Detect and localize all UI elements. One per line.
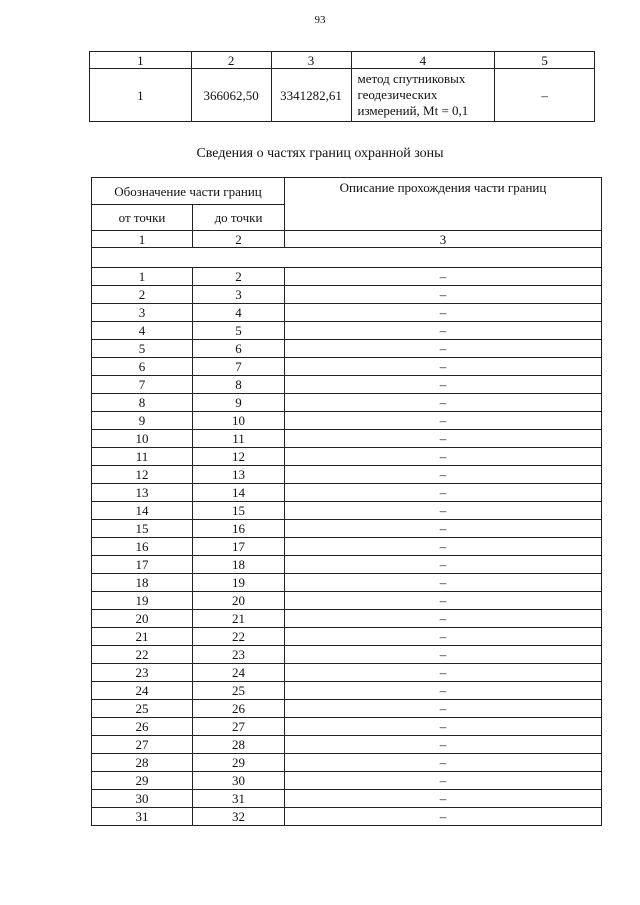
from-point-cell: 18 [92,574,193,592]
to-point-cell: 31 [193,790,285,808]
description-cell: – [285,736,602,754]
description-cell: – [285,286,602,304]
table-row [92,538,602,556]
table-row [92,394,602,412]
to-point-cell: 25 [193,682,285,700]
to-point-cell: 19 [193,574,285,592]
boundary-part-header: Обозначение части границ [92,178,285,205]
table-row [92,592,602,610]
to-point-cell: 10 [193,412,285,430]
from-point-cell: 23 [92,664,193,682]
method-line: геодезических [357,87,438,102]
table-row [92,772,602,790]
to-point-cell: 11 [193,430,285,448]
table-row [92,412,602,430]
to-point-cell: 8 [193,376,285,394]
table-row [92,790,602,808]
to-point-cell: 29 [193,754,285,772]
to-point-cell: 14 [193,484,285,502]
from-point-cell: 30 [92,790,193,808]
from-point-cell: 15 [92,520,193,538]
description-cell: – [285,268,602,286]
section-title: Сведения о частях границ охранной зоны [196,146,444,161]
description-cell: – [285,682,602,700]
description-cell: – [285,574,602,592]
to-point-cell: 21 [193,610,285,628]
coordinates-row [90,69,595,122]
from-point-cell: 5 [92,340,193,358]
coordinates-col-2: 2 [191,52,271,69]
table-row [92,520,602,538]
table-row [92,664,602,682]
from-point-cell: 21 [92,628,193,646]
from-point-cell: 28 [92,754,193,772]
coordinates-col-4: 4 [351,52,495,69]
description-cell: – [285,610,602,628]
description-cell: – [285,808,602,826]
to-point-cell: 12 [193,448,285,466]
coordinates-col-1: 1 [90,52,192,69]
table-row [92,646,602,664]
table-row [92,736,602,754]
coordinates-col-3: 3 [271,52,351,69]
table-row [92,430,602,448]
description-cell: – [285,340,602,358]
zone-column-numbers-row [92,231,602,248]
from-point-cell: 10 [92,430,193,448]
table-row [92,376,602,394]
description-cell: – [285,376,602,394]
from-point-cell: 29 [92,772,193,790]
description-cell: – [285,322,602,340]
point-number: 1 [90,69,192,122]
description-cell: – [285,538,602,556]
coordinate-x: 366062,50 [191,69,271,122]
to-point-cell: 13 [193,466,285,484]
to-point-cell: 28 [193,736,285,754]
from-point-cell: 20 [92,610,193,628]
from-point-cell: 17 [92,556,193,574]
description-cell: – [285,592,602,610]
description-cell: – [285,502,602,520]
description-cell: – [285,466,602,484]
from-point-cell: 3 [92,304,193,322]
coordinate-y: 3341282,61 [271,69,351,122]
from-point-header: от точки [92,205,193,231]
blank-cell [92,248,602,268]
from-point-cell: 26 [92,718,193,736]
from-point-cell: 8 [92,394,193,412]
from-point-cell: 31 [92,808,193,826]
to-point-cell: 26 [193,700,285,718]
from-point-cell: 12 [92,466,193,484]
from-point-cell: 25 [92,700,193,718]
from-point-cell: 11 [92,448,193,466]
column-number: 2 [193,231,285,248]
description-cell: – [285,700,602,718]
to-point-cell: 9 [193,394,285,412]
to-point-cell: 22 [193,628,285,646]
method-description [351,69,495,122]
from-point-cell: 14 [92,502,193,520]
description-cell: – [285,754,602,772]
description-cell: – [285,430,602,448]
description-cell: – [285,412,602,430]
description-cell: – [285,646,602,664]
to-point-cell: 4 [193,304,285,322]
description-cell: – [285,358,602,376]
table-row [92,286,602,304]
blank-separator-row [92,248,602,268]
table-row [92,358,602,376]
table-row [92,304,602,322]
table-row [92,484,602,502]
table-row [92,448,602,466]
description-cell: – [285,304,602,322]
to-point-cell: 5 [193,322,285,340]
table-row [92,322,602,340]
table-row [92,466,602,484]
description-cell: – [285,628,602,646]
from-point-cell: 24 [92,682,193,700]
column-5-value: – [495,69,595,122]
table-row [92,754,602,772]
to-point-cell: 30 [193,772,285,790]
column-number: 1 [92,231,193,248]
to-point-cell: 16 [193,520,285,538]
from-point-cell: 16 [92,538,193,556]
to-point-cell: 17 [193,538,285,556]
zone-boundary-table [91,177,602,826]
from-point-cell: 9 [92,412,193,430]
from-point-cell: 27 [92,736,193,754]
description-cell: – [285,790,602,808]
description-cell: – [285,718,602,736]
description-cell: – [285,772,602,790]
description-header: Описание прохождения части границ [285,178,602,231]
to-point-cell: 23 [193,646,285,664]
from-point-cell: 22 [92,646,193,664]
description-cell: – [285,484,602,502]
table-row [92,268,602,286]
to-point-header: до точки [193,205,285,231]
method-line: метод спутниковых [357,71,466,86]
table-row [92,556,602,574]
description-cell: – [285,664,602,682]
to-point-cell: 3 [193,286,285,304]
to-point-cell: 24 [193,664,285,682]
table-row [92,700,602,718]
from-point-cell: 7 [92,376,193,394]
from-point-cell: 13 [92,484,193,502]
table-row [92,808,602,826]
table-row [92,628,602,646]
table-row [92,340,602,358]
to-point-cell: 2 [193,268,285,286]
to-point-cell: 6 [193,340,285,358]
zone-rows [92,268,602,826]
from-point-cell: 4 [92,322,193,340]
table-row [92,502,602,520]
to-point-cell: 32 [193,808,285,826]
table-row [92,574,602,592]
to-point-cell: 18 [193,556,285,574]
from-point-cell: 6 [92,358,193,376]
description-cell: – [285,448,602,466]
page-number: 93 [314,14,326,26]
coordinates-table [89,51,595,122]
from-point-cell: 19 [92,592,193,610]
coordinates-col-5: 5 [495,52,595,69]
description-cell: – [285,394,602,412]
method-line: измерений, Mt = 0,1 [357,103,469,118]
zone-header-row [92,178,602,205]
table-row [92,718,602,736]
table-row [92,610,602,628]
description-cell: – [285,520,602,538]
from-point-cell: 1 [92,268,193,286]
column-number: 3 [285,231,602,248]
coordinates-header-row [90,52,595,69]
description-cell: – [285,556,602,574]
to-point-cell: 27 [193,718,285,736]
to-point-cell: 7 [193,358,285,376]
to-point-cell: 20 [193,592,285,610]
to-point-cell: 15 [193,502,285,520]
from-point-cell: 2 [92,286,193,304]
table-row [92,682,602,700]
